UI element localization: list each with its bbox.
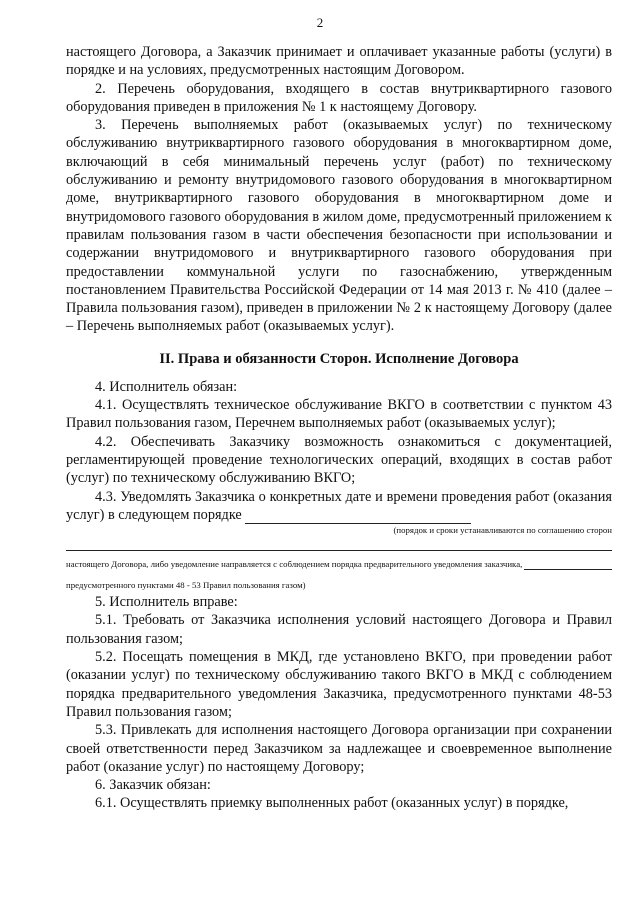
paragraph-4: 4. Исполнитель обязан: xyxy=(95,378,238,395)
paragraph-2: 2. Перечень оборудования, входящего в состав внутриквартирного газового оборудования приведен в приложения № 1 к настоящему Договору. xyxy=(66,80,612,115)
paragraph-5: 5. Исполнитель вправе: xyxy=(95,594,238,611)
footnote-caption-3: предусмотренного пунктами 48 - 53 Правил пользования газом) xyxy=(66,580,306,591)
paragraph-5-2: 5.2. Посещать помещения в МКД, где установлено ВКГО, при проведении работ (оказании услуг) по техническому обслуживанию такого ВКГО в МКД с соблюдением порядка предварительного уведомления Заказчика, предусмотренного пунктами 48-53 Правил пользования газом; xyxy=(66,649,612,720)
footnote-caption-2: настоящего Договора, либо уведомление направляется с соблюдением порядка предварительного уведомления заказчика, xyxy=(66,559,523,570)
paragraph-4-2: 4.2. Обеспечивать Заказчику возможность ознакомиться с документацией, регламентирующей проведение технологических операций, входящих в состав работ (услуг) по техническому обслуживанию ВКГО; xyxy=(66,433,612,487)
fill-in-line-tail xyxy=(524,560,612,570)
fill-in-line xyxy=(245,509,471,524)
paragraph-5-3: 5.3. Привлекать для исполнения настоящего Договора организации при сохранении своей ответственности перед Заказчиком за надлежащее и своевременное выполнение работ (оказание услуг) по настоящему Договору; xyxy=(66,722,612,775)
paragraph-1-continuation: настоящего Договора, а Заказчик принимает и оплачивает указанные работы (услуги) в порядке и на условиях, предусмотренных настоящим Договором. xyxy=(66,44,612,79)
footnote-caption-2-row xyxy=(66,559,612,570)
fill-in-line-full xyxy=(66,536,612,551)
paragraph-4-3 xyxy=(66,488,612,525)
paragraph-4-1: 4.1. Осуществлять техническое обслуживание ВКГО в соответствии с пунктом 43 Правил пользования газом, Перечнем выполняемых работ (оказываемых услуг); xyxy=(66,397,612,432)
paragraph-6: 6. Заказчик обязан: xyxy=(95,777,211,794)
section-heading: II. Права и обязанности Сторон. Исполнение Договора xyxy=(159,350,519,367)
paragraph-3: 3. Перечень выполняемых работ (оказываемых услуг) по техническому обслуживанию внутриквартирного газового оборудования в многоквартирном доме, включающий в себя минимальный перечень услуг (работ) по техническому обслуживанию и ремонту внутридомового газового оборудования в многоквартирном доме, внутриквартирного газового оборудования в многоквартирном доме и внутридомового газового оборудования в жилом доме, предусмотренный приложением к правилам пользования газом в части обеспечения безопасности при использовании и содержании внутридомового и внутриквартирного газового оборудования при предоставлении коммунальной услуги по газоснабжению, утвержденным постановлением Правительства Российской Федерации от 14 мая 2013 г. № 410 (далее – Правила пользования газом), приведен в приложении № 2 к настоящему Договору (далее – Перечень выполняемых работ (оказываемых услуг). xyxy=(66,117,612,335)
paragraph-6-1: 6.1. Осуществлять приемку выполненных работ (оказанных услуг) в порядке, xyxy=(95,795,569,812)
footnote-caption-1: (порядок и сроки устанавливаются по соглашению сторон xyxy=(393,525,612,536)
paragraph-4-3-text: 4.3. Уведомлять Заказчика о конкретных дате и времени проведения работ (оказания услуг) в следующем порядке xyxy=(66,488,612,523)
document-body xyxy=(66,43,612,813)
paragraph-5-1: 5.1. Требовать от Заказчика исполнения условий настоящего Договора и Правил пользования газом; xyxy=(66,612,612,647)
page-number: 2 xyxy=(316,15,324,30)
